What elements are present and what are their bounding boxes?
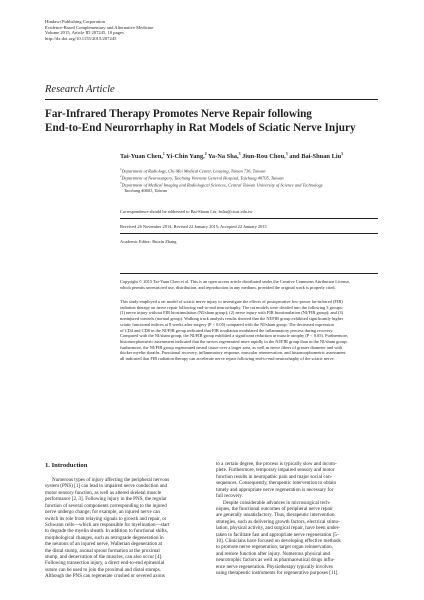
author-affiliation-marker: 3 <box>285 152 288 156</box>
abstract-line: (1) nerve injury without FIR biostimulation (NI/sham group); (2) nerve injury with FIR biostimulation (NI/FIR group); and (3) <box>120 310 344 316</box>
body-line: niques, the functional outcomes of peripheral nerve repair <box>216 505 333 512</box>
abstract-line: Compared with the NI/sham group, the NI/FIR group exhibited a significant reduction in muscle atrophy (P < 0.05). Furthermore, <box>120 333 349 339</box>
body-line: are generally unsatisfactory. Thus, therapeutic intervention <box>216 512 335 519</box>
body-line: to degrade the myelin sheath. In addition to functional shifts, <box>45 528 168 535</box>
affiliation-text: Department of Medical Imaging and Radiological Sciences, Central Taiwan University of Science and Technology <box>121 182 323 188</box>
body-line: function of several components corresponding to the injured <box>45 502 167 509</box>
body-line: full recovery. <box>216 493 243 500</box>
body-line: ence nerve regeneration. Physiotherapy typically involves <box>216 563 333 570</box>
body-line: 10]. Clinicians have focused on developing effective methods <box>216 538 341 545</box>
body-line: plete. Furthermore, temporary impaired sensory and motor <box>216 467 335 474</box>
academic-editor <box>120 239 378 245</box>
title-top-rule <box>45 99 378 100</box>
body-line: timely and appropriate nerve regeneration is necessary for <box>216 486 334 493</box>
body-line: the distal stump, axonal sprout formation at the proximal <box>45 547 160 554</box>
body-line: neurotrophic factors as well as pharmaceutical drugs influ- <box>216 557 335 564</box>
affiliation-list <box>120 167 378 194</box>
author-affiliation-marker: 3 <box>341 152 344 156</box>
title-line: Far-Infrared Therapy Promotes Nerve Repair following <box>45 108 312 120</box>
affiliation-marker: 3 <box>120 181 122 186</box>
author-affiliation-marker: 3 <box>238 152 241 156</box>
abstract-line: thicker myelin sheaths. Functional recovery, inflammatory response, muscular reinnervation, and histomorphometric assessment <box>120 350 346 356</box>
copyright-line: which permits unrestricted use, distribution, and reproduction in any medium, provided the original work is properly cited. <box>120 284 336 290</box>
author-name: and Bai-Shuan Liu <box>289 153 342 161</box>
article-type: Research Article <box>45 84 115 95</box>
journal-header <box>45 19 385 41</box>
body-column-right <box>216 461 378 577</box>
body-line: using therapeutic instruments for regenerative purposes [11]. <box>216 570 339 577</box>
copyright-line: Copyright © 2015 Tai-Yuan Chen et al. This is an open access article distributed under the Creative Commons Attribution License, <box>120 279 351 284</box>
abstract-line: of CD4 and CD8 in the NI/FIR group indicated that FIR irradiation modulated the inflammatory process during recovery. <box>120 327 334 333</box>
author-affiliation-marker: 1 <box>162 152 165 156</box>
abstract-line: histomorphometric assessment indicated that the nerves regenerated more rapidly in the NI/FIR group than in the NI/sham group; <box>120 338 348 344</box>
body-line: motor sensory function, as well as altered skeletal muscle <box>45 489 162 496</box>
body-line: nerve undergo change; for example, an injured nerve can <box>45 509 160 516</box>
academic-editor-label: Academic Editor: <box>120 239 152 244</box>
journal-name-line: Evidence-Based Complementary and Alternative Medicine <box>45 24 154 30</box>
author-list <box>120 150 378 161</box>
publisher-line: Hindawi Publishing Corporation <box>45 19 105 24</box>
meta-rule <box>120 218 378 219</box>
body-line: lation, physical activity, and surgical repair, have been under- <box>216 525 340 532</box>
body-line: and restore function after injury. Numerous physical and <box>216 550 331 557</box>
title-line: End-to-End Neurorrhaphy in Rat Models of Sciatic Nerve Injury <box>45 122 356 134</box>
abstract-line: noninjured controls (normal group). Walking track analysis results showed that the NI/FIR group exhibited significantly higher <box>120 316 344 322</box>
body-line: function results in neuropathic pain and major social con- <box>216 473 333 480</box>
meta-rule <box>120 233 378 234</box>
author-name: Yi-Chin Yang, <box>166 153 205 161</box>
body-line: to a certain degree, the process is typically slow and incom- <box>216 461 337 467</box>
affiliation-text: Department of Neurosurgery, Taichung Veterans General Hospital, Taichung 40705, Taiwan <box>121 175 284 181</box>
author-name: Tai-Yuan Chen, <box>120 153 163 161</box>
doi-link[interactable]: http://dx.doi.org/10.1155/2015/207245 <box>45 35 117 41</box>
section-heading-introduction: 1. Introduction <box>45 462 88 469</box>
affiliation <box>120 181 378 188</box>
academic-editor-name: Ruixin Zhang <box>152 239 177 244</box>
body-line: to promote nerve regeneration, target organ reinnervation, <box>216 544 333 551</box>
body-line: strategies, such as delivering growth factors, electrical stimu- <box>216 518 340 525</box>
body-line: suture can be used to join the proximal and distal stumps. <box>45 566 161 573</box>
body-line: Despite considerable advances in microsurgical tech- <box>223 499 331 506</box>
body-column-left <box>45 477 207 580</box>
body-line: Although the PNS can regenerate crushed or severed axons <box>45 573 165 580</box>
author-name: Ya-Na Sha, <box>208 153 239 161</box>
body-line: Following transection injury, a direct end-to-end epineurial <box>45 560 165 567</box>
body-line: system (PNS) [1] can lead to impaired nerve conduction and <box>45 483 168 490</box>
affiliation-text: Taichung 40601, Taiwan <box>124 188 168 194</box>
body-line: morphological changes, such as retrograde degeneration in <box>45 534 164 541</box>
affiliation-text: Department of Radiology, Chi-Mei Medical Center, Liouying, Tainan 736, Taiwan <box>121 168 266 174</box>
article-title <box>45 107 378 135</box>
abstract-line: This study employed a rat model of sciatic nerve injury to investigate the effects of postoperative low-power far-infrared (FIR) <box>120 299 343 304</box>
body-line: performance [2, 3]. Following injury in the PNS, the regular <box>45 496 167 503</box>
body-line: Numerous types of injury affecting the peripheral nervous <box>52 477 170 483</box>
abstract-line: furthermore, the NI/FIR group regenerated neural tissue over a larger area, as well as nerve fibers of greater diameter and with <box>120 344 343 350</box>
body-line: taken to facilitate fast and appropriate nerve regeneration [5– <box>216 531 340 538</box>
author-affiliation-marker: 2 <box>204 152 207 156</box>
affiliation <box>120 167 378 174</box>
body-line: sequences. Consequently, therapeutic intervention to obtain <box>216 480 337 487</box>
abstract-line: radiation therapy on nerve repair following end-to-end neurorrhaphy. The rat models were divided into the following 3 groups: <box>120 304 343 310</box>
article-dates: Received 26 November 2014; Revised 22 January 2015; Accepted 22 January 2015 <box>120 224 267 229</box>
body-line: the neurons of an injured nerve, Wallerian degeneration at <box>45 541 163 548</box>
copyright-notice <box>120 279 378 290</box>
author-name: Jiun-Rou Chou, <box>242 153 286 161</box>
abstract <box>120 299 378 362</box>
affiliation-marker: 1 <box>120 167 122 171</box>
meta-rule <box>120 273 378 274</box>
correspondence-note: Correspondence should be addressed to Bai-Shuan Liu; bsliu@ctust.edu.tw <box>120 209 253 214</box>
body-line: stump, and denervation of the muscles, can also occur [4]. <box>45 554 163 561</box>
body-line: switch its role from relaying signals to growth and repair, or <box>45 515 167 522</box>
abstract-line: all indicated that FIR radiation therapy can accelerate nerve repair following end-to-end neurorrhaphy of the sciatic nerve. <box>120 356 335 362</box>
abstract-line: sciatic functional indices at 8 weeks after surgery (P < 0.05) compared with the NI/sham group. The decreased expression <box>120 321 334 327</box>
volume-line: Volume 2015, Article ID 207245, 10 pages <box>45 30 124 36</box>
affiliation-continuation <box>120 188 378 194</box>
affiliation-marker: 2 <box>120 174 122 179</box>
affiliation <box>120 174 378 181</box>
body-line: Schwann cells—which are responsible for myelination—start <box>45 521 170 528</box>
